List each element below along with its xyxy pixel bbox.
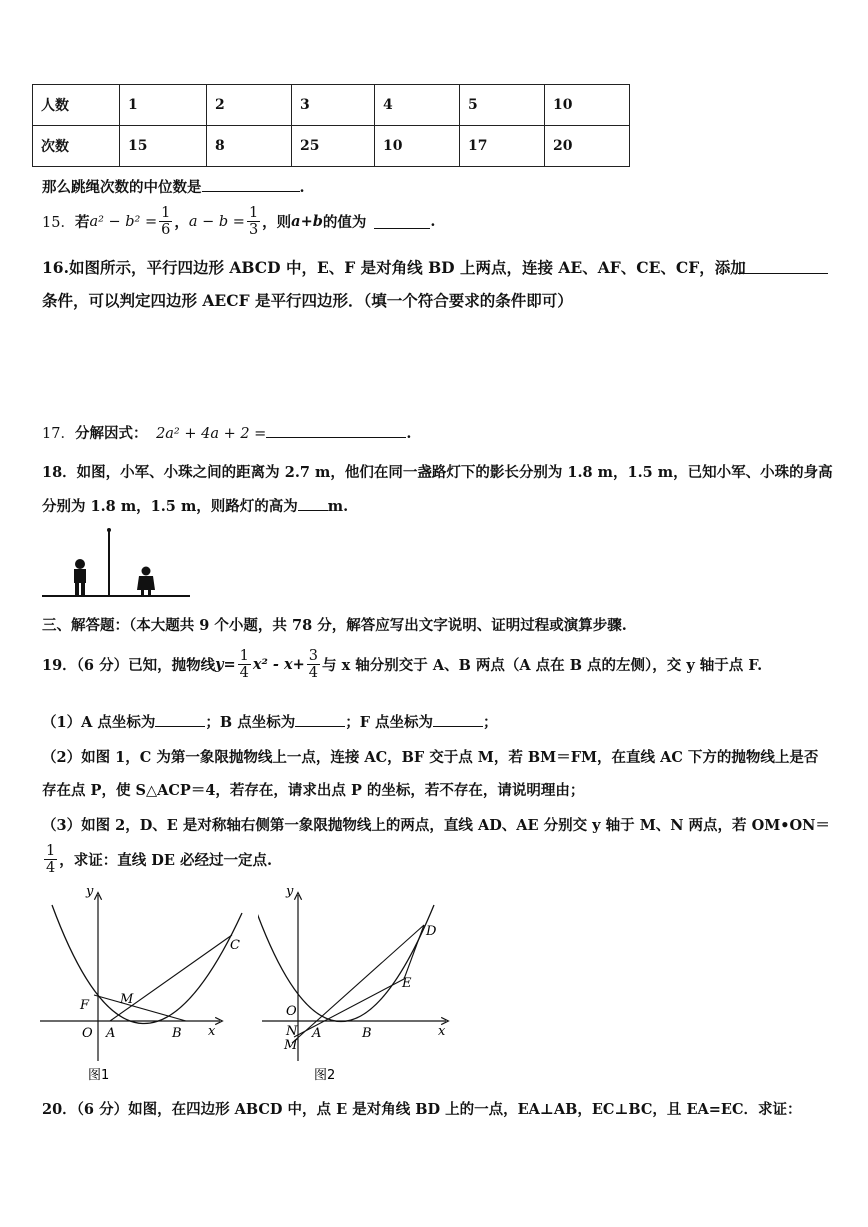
- table-cell: 人数: [33, 85, 120, 126]
- q19-text: （2）如图 1，C 为第一象限抛物线上一点，连接 AC，BF 交于点 M，若 BM＝FM，在直线 AC 下方的抛物线上是否: [42, 749, 819, 766]
- q15-end: .: [430, 213, 436, 230]
- frac-den: 4: [308, 665, 319, 681]
- table-cell: 4: [375, 85, 460, 126]
- q19-text: ；: [483, 714, 498, 731]
- label-c: C: [230, 938, 240, 953]
- q19-part2-line1: [42, 746, 818, 767]
- frac-num: 3: [308, 648, 319, 664]
- streetlight-figure: [40, 526, 195, 600]
- q14-end: .: [299, 179, 305, 196]
- q15-number: 15．: [42, 215, 75, 231]
- table-cell: 10: [545, 85, 630, 126]
- answer-blank[interactable]: [202, 177, 300, 192]
- question-16-line1: [42, 256, 746, 278]
- label-m: M: [120, 992, 134, 1007]
- table-cell: 10: [375, 126, 460, 167]
- label-d: D: [426, 924, 437, 939]
- question-17: [42, 422, 411, 443]
- q19-text: （1）A 点坐标为: [42, 714, 156, 731]
- table-row: [33, 85, 630, 126]
- section-3-heading: [42, 614, 627, 635]
- q14-text: 那么跳绳次数的中位数是: [42, 179, 202, 196]
- frac-num: 1: [239, 648, 249, 664]
- label-y: y: [86, 884, 94, 899]
- q16-text: 16.如图所示，平行四边形 ABCD 中，E、F 是对角线 BD 上两点，连接 AE、AF、CE、CF，添加: [42, 258, 746, 277]
- label-b: B: [172, 1026, 182, 1041]
- person-xiaozhu: [137, 567, 155, 597]
- parabola: [258, 905, 434, 1022]
- frequency-table: [32, 84, 630, 167]
- section-text: 三、解答题：（本大题共 9 个小题，共 78 分，解答应写出文字说明、证明过程或演算步骤.: [42, 617, 627, 634]
- frac-den: 6: [161, 222, 171, 238]
- q19-post: 与 x 轴分别交于 A、B 两点（A 点在 B 点的左侧），交 y 轴于点 F.: [322, 657, 763, 674]
- q19-part3-line1: [42, 814, 830, 835]
- q15-sep: ，: [174, 214, 189, 231]
- figure-2-caption: 图2: [314, 1068, 336, 1083]
- answer-blank[interactable]: [266, 423, 406, 438]
- lamp: [107, 528, 111, 532]
- q15-ab: a+b: [291, 213, 323, 230]
- q19-text: （3）如图 2，D、E 是对称轴右侧第一象限抛物线上的两点，直线 AD、AE 分别交 y 轴于 M、N 两点，若 OM•ON＝: [42, 817, 830, 834]
- table-cell: 15: [120, 126, 207, 167]
- q17-expr: 2a² + 4a + 2 =: [156, 426, 267, 442]
- table-cell: 25: [292, 126, 375, 167]
- q17-text: 分解因式：: [74, 425, 148, 442]
- label-b: B: [362, 1026, 372, 1041]
- q19-mid: x² - x+: [252, 656, 305, 673]
- frac-num: 1: [248, 205, 259, 221]
- table-cell: 3: [292, 85, 375, 126]
- q20-text: 20．（6 分）如图，在四边形 ABCD 中，点 E 是对角线 BD 上的一点，EA⊥AB，EC⊥BC，且 EA=EC．求证：: [42, 1101, 802, 1118]
- label-a: A: [312, 1026, 322, 1041]
- person-xiaojun: [74, 559, 86, 596]
- q19-text: ；F 点坐标为: [345, 714, 434, 731]
- label-a: A: [106, 1026, 116, 1041]
- label-x: x: [208, 1024, 216, 1039]
- q15-mid: ，则: [262, 214, 292, 231]
- answer-blank[interactable]: [298, 496, 328, 511]
- label-o: O: [286, 1004, 297, 1019]
- frac-den: 4: [46, 860, 56, 876]
- q15-pre: 若: [74, 214, 90, 231]
- line-ac: [110, 935, 232, 1021]
- table-cell: 5: [460, 85, 545, 126]
- answer-blank[interactable]: [155, 712, 205, 727]
- table-cell: 20: [545, 126, 630, 167]
- q19-part2-line2: [42, 779, 584, 800]
- table-cell: 1: [120, 85, 207, 126]
- q18-text: 分别为 1.8 m，1.5 m，则路灯的高为: [42, 498, 298, 515]
- question-19: [42, 648, 762, 681]
- q19-text: 存在点 P，使 S△ACP＝4，若存在，请求出点 P 的坐标，若不存在，请说明理由；: [42, 782, 585, 799]
- label-f: F: [80, 998, 90, 1013]
- answer-blank[interactable]: [295, 712, 345, 727]
- table-cell: 次数: [33, 126, 120, 167]
- frac-num: 1: [46, 843, 56, 859]
- q19-part1: [42, 711, 498, 732]
- line-de: [404, 925, 424, 979]
- q19-text: ；B 点坐标为: [205, 714, 296, 731]
- frac-den: 4: [239, 665, 249, 681]
- q14-tail: [42, 176, 305, 197]
- table-row: [33, 126, 630, 167]
- q15-expr1: a² − b² =: [89, 213, 158, 230]
- q15-frac1: [159, 205, 172, 238]
- answer-blank[interactable]: [374, 214, 430, 229]
- question-15: [42, 205, 435, 238]
- figure-2: [258, 883, 458, 1083]
- table-cell: 17: [460, 126, 545, 167]
- q19-part3-line2: [42, 843, 272, 876]
- q19-frac2: [307, 648, 320, 681]
- answer-blank[interactable]: [433, 712, 483, 727]
- q19-frac3: [44, 843, 57, 876]
- question-20: [42, 1098, 802, 1119]
- q16-text: 条件，可以判定四边形 AECF 是平行四边形．（填一个符合要求的条件即可）: [42, 291, 573, 310]
- table-cell: 2: [207, 85, 292, 126]
- label-e: E: [402, 976, 412, 991]
- q19-text: ，求证：直线 DE 必经过一定点.: [59, 852, 273, 869]
- label-o: O: [82, 1026, 93, 1041]
- q19-y: y=: [215, 656, 236, 673]
- q17-number: 17．: [42, 426, 75, 442]
- table-cell: 8: [207, 126, 292, 167]
- question-18-line2: [42, 495, 348, 516]
- figure-1-caption: 图1: [88, 1068, 110, 1083]
- label-y: y: [286, 884, 294, 899]
- line-bf: [94, 995, 186, 1021]
- frac-num: 1: [161, 205, 171, 221]
- q15-post: 的值为: [322, 214, 367, 231]
- q17-end: .: [406, 425, 412, 442]
- q15-frac2: [247, 205, 260, 238]
- q15-expr2: a − b =: [188, 213, 245, 230]
- label-m: M: [284, 1038, 298, 1053]
- figure-1: [38, 883, 248, 1083]
- q19-pre: 19．（6 分）已知，抛物线: [42, 657, 216, 674]
- q19-frac1: [238, 648, 251, 681]
- question-16-line2: [42, 289, 573, 311]
- q18-text: m.: [327, 498, 349, 515]
- q18-text: 18．如图，小军、小珠之间的距离为 2.7 m，他们在同一盏路灯下的影长分别为 1.8 m，1.5 m，已知小军、小珠的身高: [42, 464, 833, 481]
- question-18-line1: [42, 461, 833, 482]
- label-x: x: [438, 1024, 446, 1039]
- answer-blank[interactable]: [738, 258, 828, 274]
- label-n: N: [286, 1024, 298, 1039]
- frac-den: 3: [248, 222, 259, 238]
